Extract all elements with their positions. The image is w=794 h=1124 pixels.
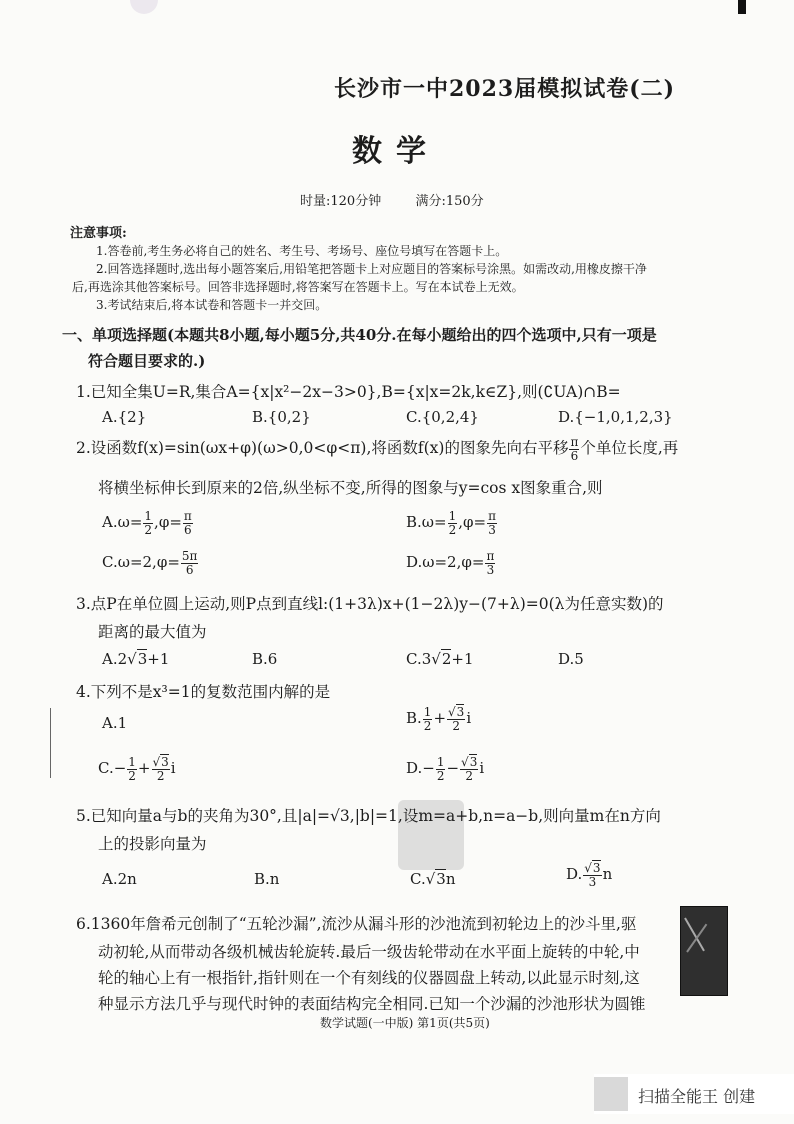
q5-stem: 5.已知向量a与b的夹角为30°,且|a|=√3,|b|=1,设m=a+b,n=a−b,则向量m在n方向 [76, 807, 661, 825]
q5-stem-2: 上的投影向量为 [98, 835, 207, 853]
q4-b-root-den: 2 [452, 718, 460, 733]
q2-c-prefix: C.ω=2,φ= [102, 553, 180, 572]
q1-option-a: A.{2} [102, 408, 147, 426]
q2-a-omega-num: 1 [144, 509, 153, 523]
q2-c-phi-den: 6 [185, 562, 194, 577]
q2-a-mid: ,φ= [154, 513, 182, 532]
q4-d-half [436, 756, 446, 782]
q5-d-fraction: $\frac{√3}{3}$ [584, 861, 601, 889]
q5-option-d [566, 862, 612, 888]
q4-c-root-den: 2 [156, 768, 165, 783]
full-score: 满分:150分 [415, 194, 484, 209]
q5-d-suffix: n [602, 865, 613, 884]
q2-a-phi-den: 6 [184, 522, 192, 537]
q6-line-2: 动初轮,从而带动各级机械齿轮旋转.最后一级齿轮带动在水平面上旋转的中轮,中 [98, 943, 640, 961]
exam-title: 长沙市一中2023届模拟试卷(二) [334, 76, 676, 102]
q4-b-root-num: 3 [456, 705, 465, 719]
subject-title: 数学 [352, 134, 440, 169]
q4-c-i: i [170, 759, 176, 778]
q2-b-phi-num: π [488, 509, 496, 523]
q3-a-radicand: 3 [137, 650, 148, 668]
q2-d-phi-num: π [486, 549, 495, 563]
q4-d-i: i [479, 759, 485, 778]
q2-a-omega-den: 2 [144, 522, 153, 537]
q2-b-phi [487, 510, 497, 536]
q3-option-d: D.5 [558, 650, 584, 668]
q4-option-b [406, 706, 471, 732]
scanner-watermark [594, 1074, 794, 1114]
q2-c-phi-num: 5π [181, 549, 198, 563]
q4-c-half-num: 1 [128, 755, 136, 769]
q4-b-half-num: 1 [423, 705, 432, 719]
q2-d-phi-den: 3 [486, 562, 495, 577]
q3-c-suffix: +1 [451, 650, 474, 668]
q2-d-phi [485, 550, 495, 576]
q2-option-c [102, 550, 199, 576]
note-1: 1.答卷前,考生务必将自己的姓名、考生号、考场号、座位号填写在答题卡上。 [96, 244, 508, 258]
q2-stem [76, 436, 678, 462]
q5-option-c: C.√3n [410, 870, 456, 888]
q4-c-prefix: C.− [98, 759, 127, 778]
q2-a-phi [183, 510, 193, 536]
q4-option-a: A.1 [102, 714, 128, 732]
q4-b-half [423, 706, 433, 732]
q2-option-b [406, 510, 498, 536]
q4-b-i: i [466, 709, 472, 728]
notes-heading: 注意事项: [70, 226, 127, 241]
q2-b-prefix: B.ω= [406, 513, 447, 532]
q2-option-d [406, 550, 496, 576]
q2-b-phi-den: 3 [488, 522, 496, 537]
q2-d-prefix: D.ω=2,φ= [406, 553, 485, 572]
q5-c-suffix: n [445, 870, 456, 888]
q4-c-root: $\frac{√3}{2}$ [152, 755, 169, 783]
q2-b-omega [448, 510, 458, 536]
q3-option-c: C.3√2+1 [406, 650, 474, 668]
q4-b-root: $\frac{√3}{2}$ [448, 705, 465, 733]
q3-stem-2: 距离的最大值为 [98, 623, 207, 641]
note-2: 2.回答选择题时,选出每小题答案后,用铅笔把答题卡上对应题目的答案标号涂黑。如需改动,用橡皮擦干净 [96, 262, 647, 276]
q2-stem-b: 个单位长度,再 [580, 439, 679, 458]
hourglass-photo [680, 906, 728, 996]
q2-shift-num: π [570, 435, 579, 449]
scanner-logo-icon [594, 1077, 628, 1111]
margin-line [50, 708, 51, 778]
q1-option-b: B.{0,2} [252, 408, 311, 426]
q4-d-half-num: 1 [436, 755, 445, 769]
scanner-watermark-text: 扫描全能王 创建 [638, 1087, 756, 1106]
q4-d-root-den: 2 [465, 768, 474, 783]
q6-line-3: 轮的轴心上有一根指针,指针则在一个有刻线的仪器圆盘上转动,以此显示时刻,这 [98, 969, 640, 987]
q4-b-half-den: 2 [423, 718, 432, 733]
section-heading-cont: 符合题目要求的.) [88, 352, 206, 370]
q3-option-a: A.2√3+1 [102, 650, 170, 668]
q2-b-omega-den: 2 [448, 522, 457, 537]
q4-d-root-num: 3 [469, 755, 478, 769]
section-heading: 一、单项选择题(本题共8小题,每小题5分,共40分.在每小题给出的四个选项中,只有一项是 [62, 326, 657, 344]
q4-b-plus: + [433, 709, 447, 728]
q2-c-phi [181, 550, 199, 576]
q6-line-1: 6.1360年詹希元创制了“五轮沙漏”,流沙从漏斗形的沙池流到初轮边上的沙斗里,驱 [76, 915, 637, 933]
q4-b-prefix: B. [406, 709, 422, 728]
q3-c-prefix: C.3 [406, 650, 432, 668]
note-2-cont: 后,再选涂其他答案标号。回答非选择题时,将答案写在答题卡上。写在本试卷上无效。 [72, 280, 524, 294]
q5-d-prefix: D. [566, 865, 583, 884]
q4-c-plus: + [137, 759, 151, 778]
q2-a-omega [143, 510, 153, 536]
q3-stem: 3.点P在单位圆上运动,则P点到直线l:(1+3λ)x+(1−2λ)y−(7+λ)=0(λ为任意实数)的 [76, 595, 664, 613]
q1-option-d: D.{−1,0,1,2,3} [558, 408, 673, 426]
q1-stem: 1.已知全集U=R,集合A={x|x²−2x−3>0},B={x|x=2k,k∈Z},则(∁UA)∩B= [76, 383, 621, 401]
q5-option-b: B.n [254, 870, 280, 888]
page-footer: 数学试题(一中版) 第1页(共5页) [320, 1016, 490, 1030]
q4-stem: 4.下列不是x³=1的复数范围内解的是 [76, 683, 331, 701]
q2-b-omega-num: 1 [448, 509, 457, 523]
note-3: 3.考试结束后,将本试卷和答题卡一并交回。 [96, 298, 328, 312]
q2-b-mid: ,φ= [458, 513, 487, 532]
q4-d-prefix: D.− [406, 759, 435, 778]
q5-d-den: 3 [588, 874, 597, 889]
q4-option-d [406, 756, 484, 782]
q2-stem-a: 2.设函数f(x)=sin(ωx+φ)(ω>0,0<φ<π),将函数f(x)的图象先向右平移 [76, 439, 569, 458]
q2-stem-2: 将横坐标伸长到原来的2倍,纵坐标不变,所得的图象与y=cos x图象重合,则 [98, 479, 603, 497]
q5-option-a: A.2n [102, 870, 137, 888]
top-smudge [130, 0, 158, 14]
q2-shift-fraction [569, 436, 579, 462]
page-corner-mark [738, 0, 746, 14]
q3-option-b: B.6 [252, 650, 278, 668]
q4-c-root-num: 3 [161, 755, 169, 769]
q4-d-root: $\frac{√3}{2}$ [461, 755, 478, 783]
q3-c-radicand: 2 [441, 650, 452, 668]
q4-c-half-den: 2 [128, 768, 136, 783]
q2-shift-den: 6 [570, 448, 579, 463]
time-limit: 时量:120分钟 [300, 194, 382, 209]
q4-option-c [98, 756, 176, 782]
q3-a-prefix: A.2 [102, 650, 128, 668]
q4-d-minus: − [446, 759, 460, 778]
q5-d-num: 3 [592, 861, 601, 875]
q3-a-suffix: +1 [147, 650, 170, 668]
q6-line-4: 种显示方法几乎与现代时钟的表面结构完全相同.已知一个沙漏的沙池形状为圆锥 [98, 995, 646, 1013]
q2-a-phi-num: π [183, 509, 192, 523]
q2-a-prefix: A.ω= [102, 513, 143, 532]
q5-c-radicand: 3 [436, 870, 446, 888]
q4-c-half [127, 756, 137, 782]
q1-option-c: C.{0,2,4} [406, 408, 479, 426]
q2-option-a [102, 510, 194, 536]
time-and-score [300, 190, 484, 209]
q4-d-half-den: 2 [436, 768, 445, 783]
q5-c-prefix: C. [410, 870, 426, 888]
